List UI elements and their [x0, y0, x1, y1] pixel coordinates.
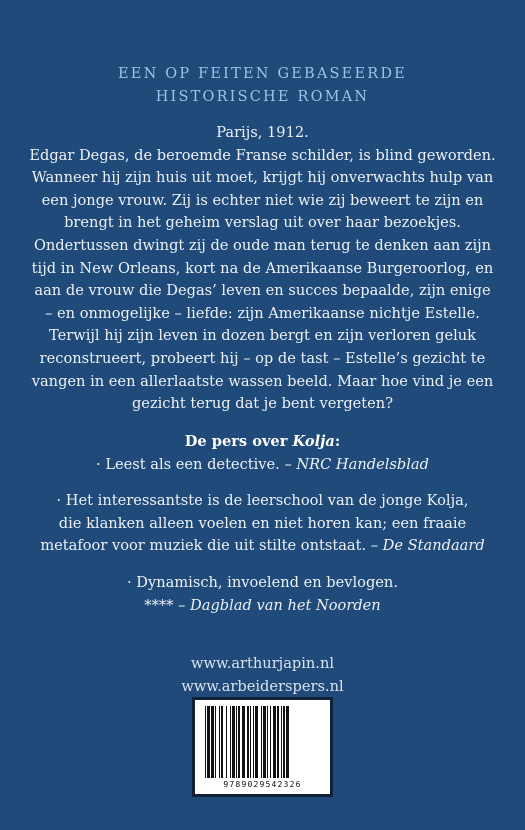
synopsis-line: Parijs, 1912. — [216, 124, 309, 141]
publisher-website[interactable]: www.arbeiderspers.nl — [181, 678, 344, 695]
synopsis-line: gezicht terug dat je bent vergeten? — [131, 395, 394, 413]
rating-stars: **** — [144, 596, 179, 614]
tagline-line: EEN OP FEITEN GEBASEERDE — [118, 66, 407, 82]
press-heading — [0, 431, 525, 454]
synopsis-line: een jonge vrouw. Zij is echter niet wie zij beweert te zijn en — [41, 191, 484, 209]
press-quotes — [0, 431, 525, 617]
synopsis-line: Terwijl hij zijn leven in dozen bergt en zijn verloren geluk — [48, 327, 477, 345]
press-quote-line: · Dynamisch, invoelend en bevlogen. — [127, 573, 398, 591]
press-heading-prefix: De pers over — [184, 433, 293, 450]
synopsis-line: reconstrueert, probeert hij – op de tast – Estelle’s gezicht te — [39, 349, 486, 367]
press-heading-title: Kolja — [292, 433, 335, 450]
barcode-bars — [205, 706, 320, 778]
quote-source: – De Standaard — [370, 537, 485, 555]
synopsis-line: Edgar Degas, de beroemde Franse schilder, is blind geworden. — [29, 146, 496, 164]
tagline — [0, 63, 525, 109]
press-heading-suffix: : — [334, 433, 341, 450]
isbn-barcode — [192, 697, 333, 797]
author-website[interactable]: www.arthurjapin.nl — [190, 655, 335, 672]
synopsis-line: – en onmogelijke – liefde: zijn Amerikaanse nichtje Estelle. — [45, 304, 480, 322]
website-links — [0, 652, 525, 698]
synopsis-line: Wanneer hij zijn huis uit moet, krijgt hij onverwachts hulp van — [31, 169, 494, 187]
press-quote — [0, 454, 525, 477]
synopsis-line: Ondertussen dwingt zij de oude man terug te denken aan zijn — [33, 236, 492, 254]
synopsis-line: vangen in een allerlaatste wassen beeld. Maar hoe vind je een — [31, 372, 494, 390]
isbn-number: 9789029542326 — [223, 780, 302, 789]
synopsis-line: aan de vrouw die Degas’ leven en succes bepaalde, zijn enige — [34, 282, 491, 300]
press-quote-line: · Het interessantste is de leerschool van de jonge Kolja, — [56, 492, 469, 510]
barcode-bar — [286, 706, 288, 778]
quote-text: · Leest als een detective. — [96, 455, 285, 473]
synopsis-line: brengt in het geheim verslag uit over haar bezoekjes. — [64, 214, 461, 232]
press-quote — [0, 595, 525, 618]
quote-source: – Dagblad van het Noorden — [178, 596, 381, 614]
press-quote — [0, 535, 525, 558]
synopsis-line: tijd in New Orleans, kort na de Amerikaanse Burgeroorlog, en — [31, 259, 494, 277]
press-quote-line: die klanken alleen voelen en niet horen kan; een fraaie — [58, 514, 467, 532]
synopsis — [0, 122, 525, 416]
tagline-line: HISTORISCHE ROMAN — [155, 89, 370, 105]
quote-text: metafoor voor muziek die uit stilte ontstaat. — [40, 537, 371, 555]
quote-source: – NRC Handelsblad — [284, 455, 429, 473]
